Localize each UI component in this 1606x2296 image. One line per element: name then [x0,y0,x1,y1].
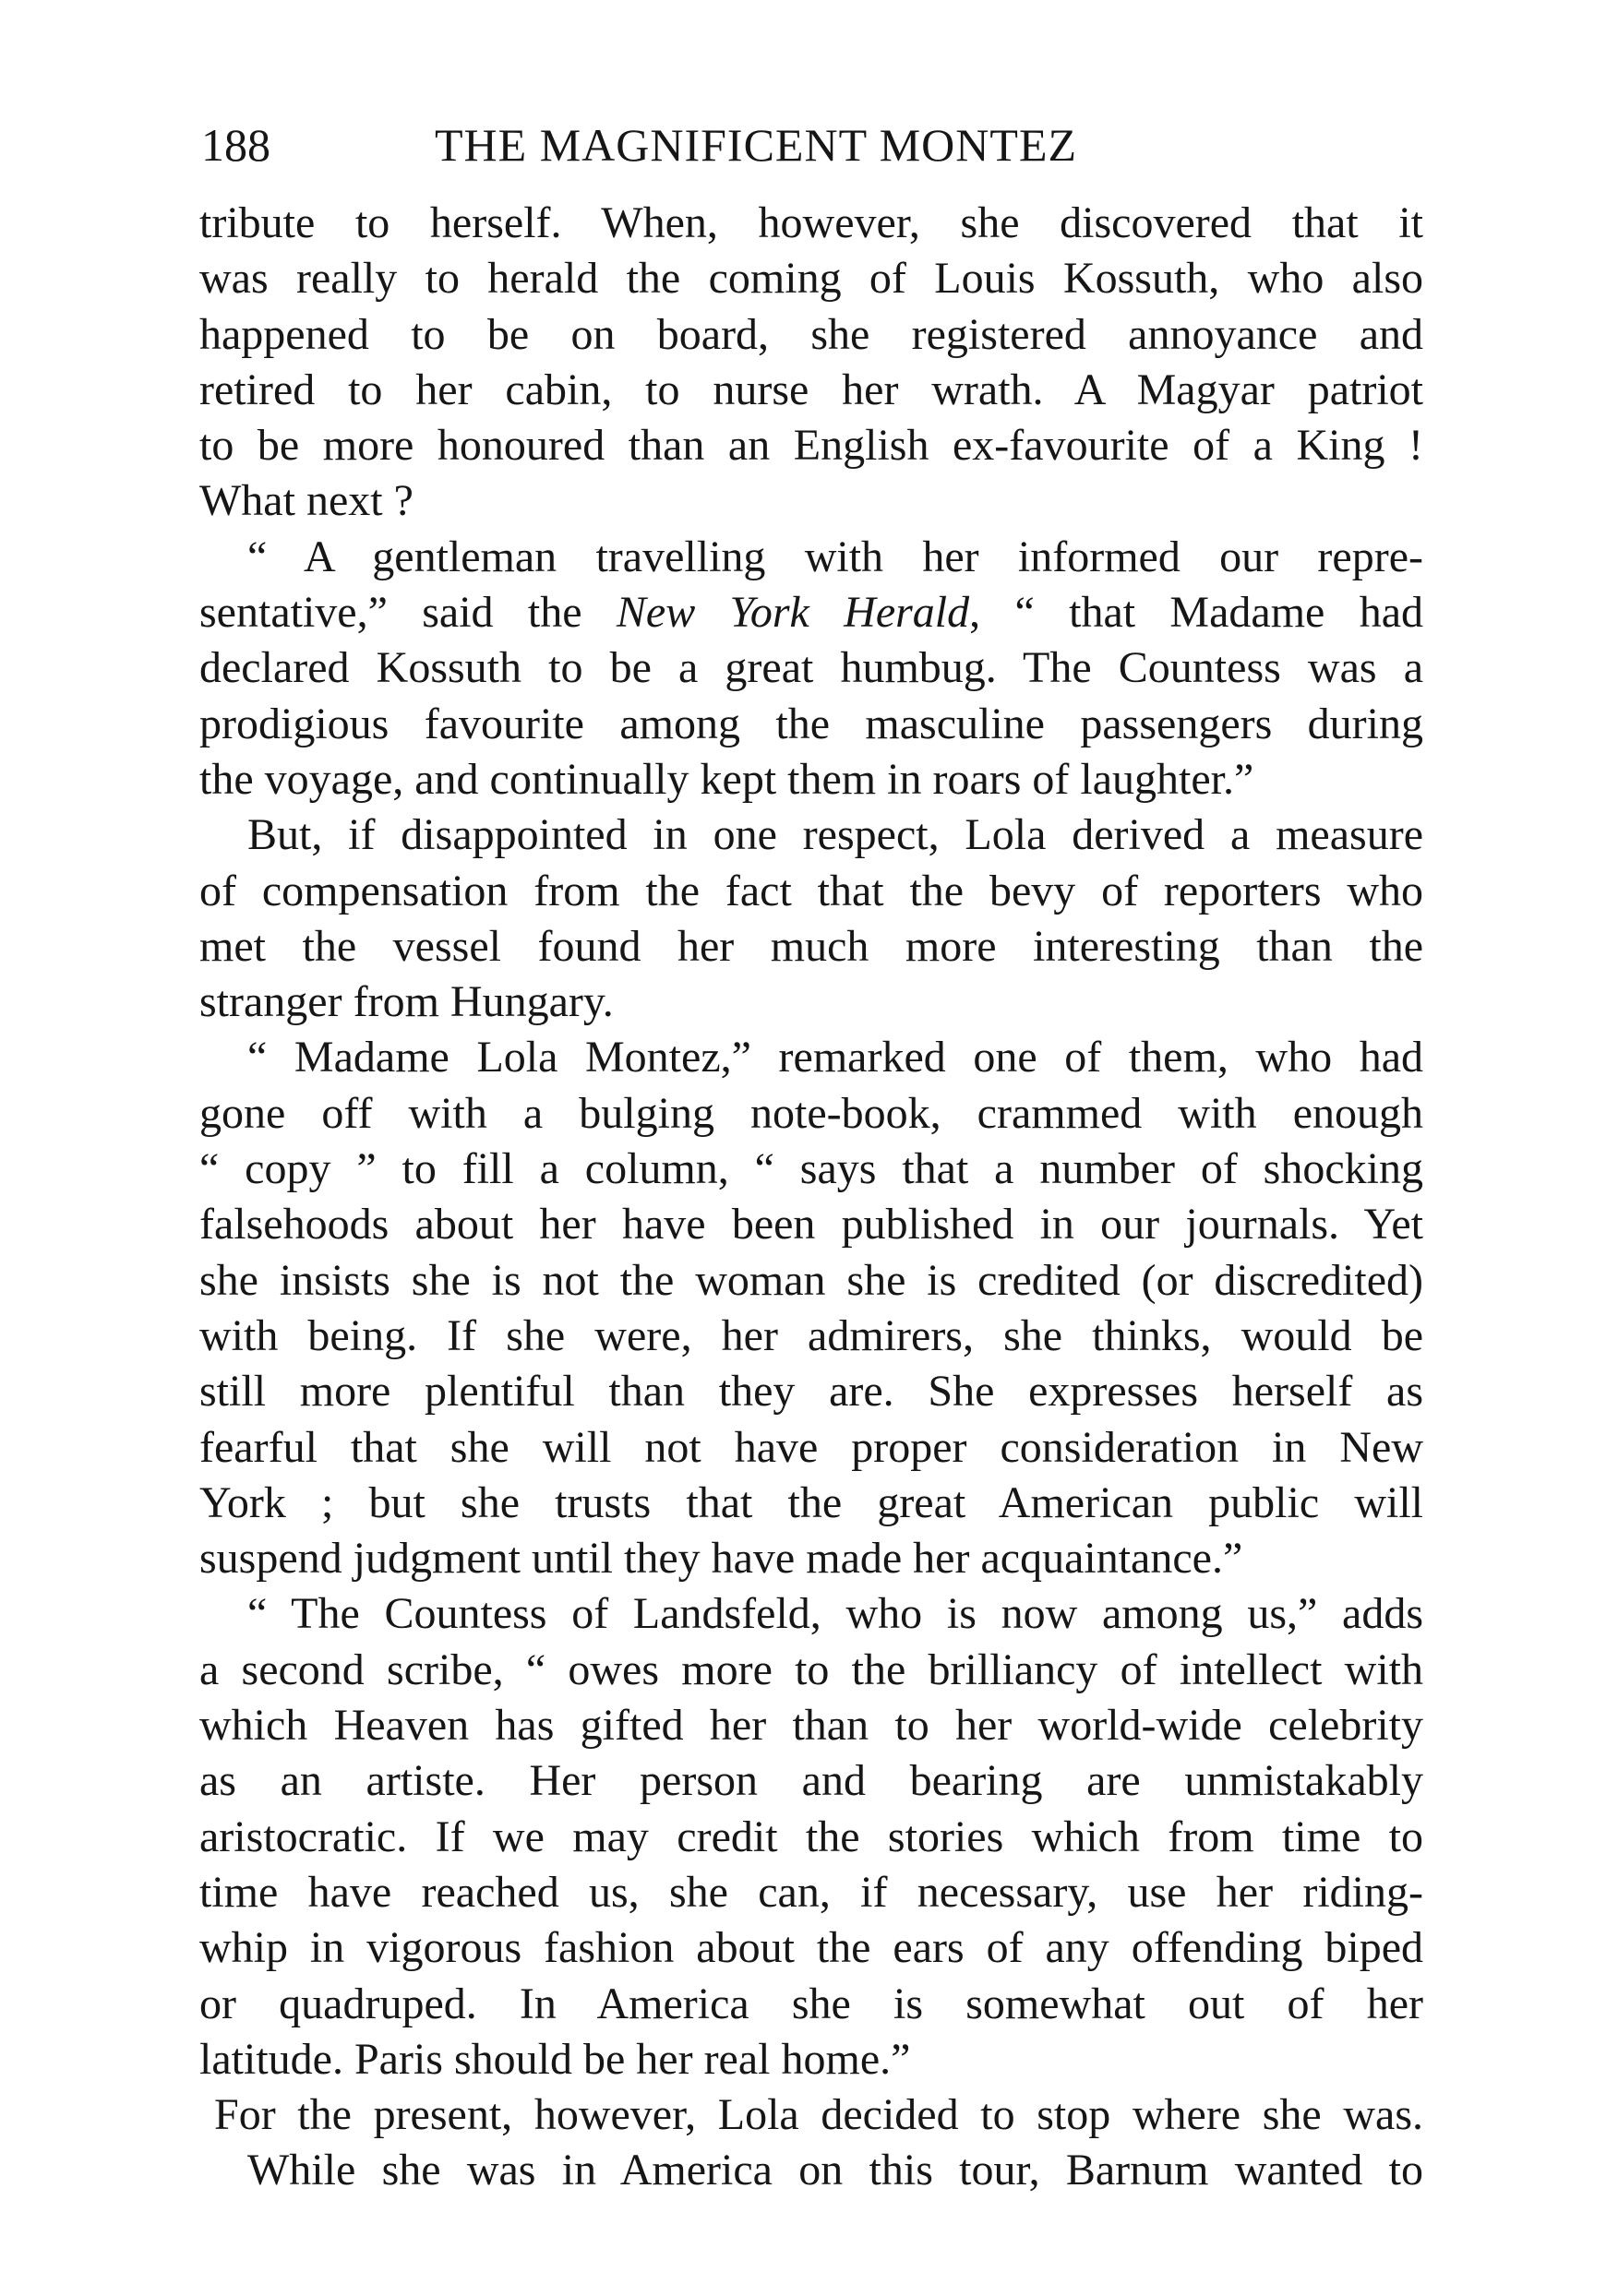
text-line: falsehoods about her have been published in our journals. Yet [199,1200,1423,1250]
text-line: sentative,” said the New York Herald, “ that Madame had [199,588,1423,638]
body-text [199,196,1423,2199]
running-head [201,113,1410,177]
text-line: For the present, however, Lola decided to stop where she was. [214,2090,1423,2140]
text-line: stranger from Hungary. [199,977,614,1027]
text-line: was really to herald the coming of Louis Kossuth, who also [199,254,1423,304]
text-line: still more plentiful than they are. She expresses herself as [199,1367,1423,1417]
page-number: 188 [201,119,270,171]
text-line: York ; but she trusts that the great American public will [199,1477,1423,1527]
text-line: “ The Countess of Landsfeld, who is now among us,” adds [247,1589,1423,1639]
text-line: happened to be on board, she registered annoyance and [199,309,1423,359]
text-line: declared Kossuth to be a great humbug. The Countess was a [199,643,1423,693]
text-line: “ copy ” to fill a column, “ says that a number of shocking [199,1144,1423,1194]
text-line: What next ? [199,476,413,526]
text-line: tribute to herself. When, however, she discovered that it [199,198,1423,247]
text-line: time have reached us, she can, if necessary, use her riding- [199,1867,1423,1917]
text-line: met the vessel found her much more interesting than the [199,921,1423,971]
text-line: or quadruped. In America she is somewhat out of her [199,1979,1423,2028]
text-line: fearful that she will not have proper consideration in New [199,1422,1423,1472]
text-line: whip in vigorous fashion about the ears of any offending biped [199,1923,1423,1973]
text-line: she insists she is not the woman she is credited (or discredited) [199,1255,1423,1305]
text-line: suspend judgment until they have made her acquaintance.” [199,1534,1243,1584]
text-line: But, if disappointed in one respect, Lola derived a measure [247,810,1423,860]
text-line: the voyage, and continually kept them in roars of laughter.” [199,754,1254,804]
text-line: which Heaven has gifted her than to her world-wide celebrity [199,1701,1423,1751]
running-title: THE MAGNIFICENT MONTEZ [435,119,1078,171]
newspaper-title: New York Herald [616,588,970,638]
text-line: latitude. Paris should be her real home.” [199,2034,911,2084]
text-line: “ Madame Lola Montez,” remarked one of them, who had [247,1033,1423,1082]
text-line: as an artiste. Her person and bearing are unmistakably [199,1756,1423,1806]
text-line: retired to her cabin, to nurse her wrath. A Magyar patriot [199,365,1423,414]
text-line: of compensation from the fact that the bevy of reporters who [199,866,1423,915]
text-line: with being. If she were, her admirers, she thinks, would be [199,1310,1423,1360]
text-line: “ A gentleman travelling with her informed our repre- [247,532,1423,581]
text-line: gone off with a bulging note-book, crammed with enough [199,1088,1423,1138]
text-line: prodigious favourite among the masculine passengers during [199,699,1423,748]
text-line: While she was in America on this tour, Barnum wanted to [247,2146,1423,2195]
text-line: a second scribe, “ owes more to the brilliancy of intellect with [199,1644,1423,1694]
text-line: aristocratic. If we may credit the stories which from time to [199,1812,1423,1861]
text-line: to be more honoured than an English ex-favourite of a King ! [199,421,1423,471]
